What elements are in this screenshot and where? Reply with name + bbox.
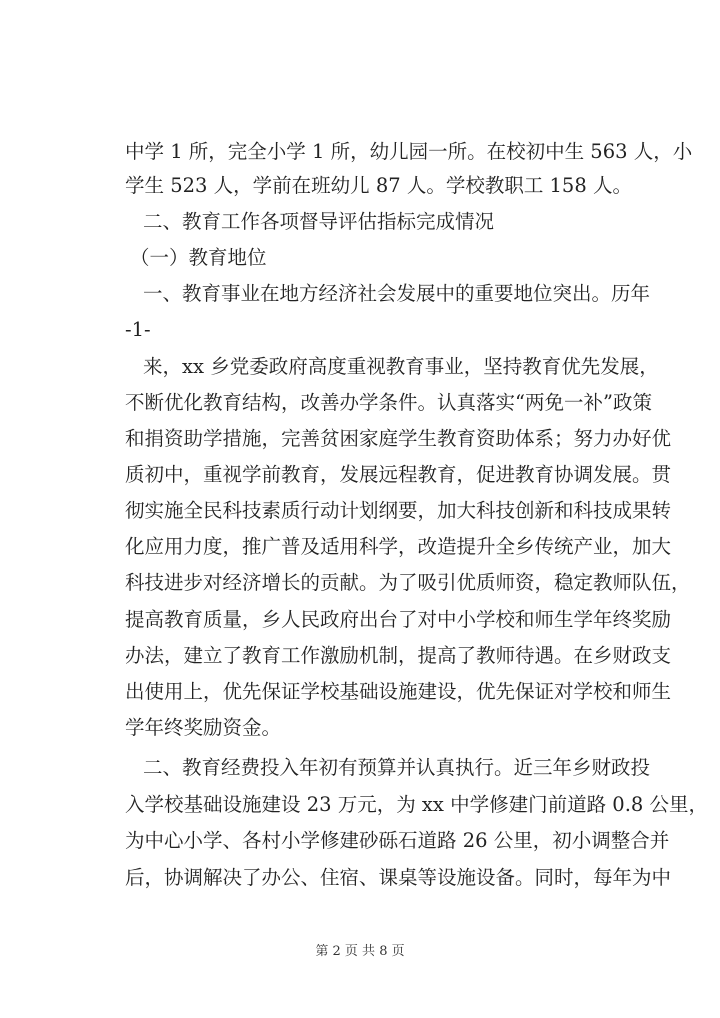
paragraph-line: 和捐资助学措施，完善贫困家庭学生教育资助体系；努力办好优 <box>125 427 672 450</box>
paragraph-line: 二、教育经费投入年初有预算并认真执行。近三年乡财政投 <box>143 756 651 779</box>
paragraph-line: 提高教育质量，乡人民政府出台了对中小学校和师生学年终奖励 <box>125 608 672 631</box>
page-footer: 第 2 页 共 8 页 <box>315 944 405 959</box>
paragraph-line: 后，协调解决了办公、住宿、课桌等设施设备。同时，每年为中 <box>125 866 672 889</box>
paragraph-line: 来，xx 乡党委政府高度重视教育事业，坚持教育优先发展， <box>143 355 659 378</box>
paragraph-line: 出使用上，优先保证学校基础设施建设，优先保证对学校和师生 <box>125 680 672 703</box>
paragraph-line: 学年终奖励资金。 <box>125 716 282 739</box>
paragraph-line: 入学校基础设施建设 23 万元，为 xx 中学修建门前道路 0.8 公里， <box>125 793 709 816</box>
paragraph-line: 一、教育事业在地方经济社会发展中的重要地位突出。历年 <box>143 282 651 305</box>
page-marker: -1- <box>125 318 151 341</box>
paragraph-line: 质初中，重视学前教育，发展远程教育，促进教育协调发展。贯 <box>125 463 672 486</box>
paragraph-line: 中学 1 所，完全小学 1 所，幼儿园一所。在校初中生 563 人，小 <box>125 140 693 163</box>
paragraph-line: 办法，建立了教育工作激励机制，提高了教师待遇。在乡财政支 <box>125 644 672 667</box>
paragraph-line: 彻实施全民科技素质行动计划纲要，加大科技创新和科技成果转 <box>125 499 672 522</box>
paragraph-line: 化应用力度，推广普及适用科学，改造提升全乡传统产业，加大 <box>125 535 672 558</box>
section-heading: 二、教育工作各项督导评估指标完成情况 <box>143 210 495 233</box>
subsection-heading: （一）教育地位 <box>130 246 267 269</box>
paragraph-line: 为中心小学、各村小学修建砂砾石道路 26 公里，初小调整合并 <box>125 829 670 852</box>
paragraph-line: 科技进步对经济增长的贡献。为了吸引优质师资，稳定教师队伍， <box>125 571 691 594</box>
paragraph-line: 学生 523 人，学前在班幼儿 87 人。学校教职工 158 人。 <box>125 174 632 197</box>
paragraph-line: 不断优化教育结构，改善办学条件。认真落实“两免一补”政策 <box>125 391 652 414</box>
